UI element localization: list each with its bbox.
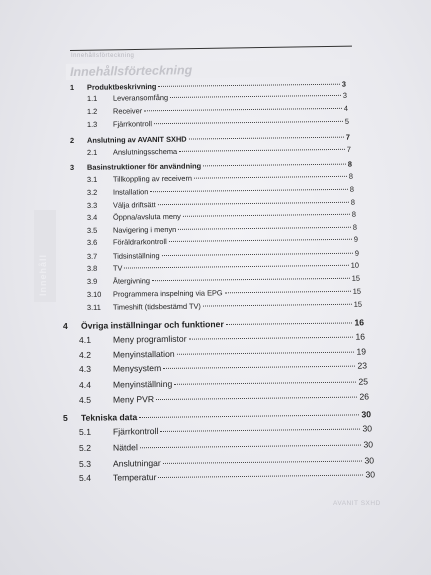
toc-row xyxy=(79,332,365,347)
toc-row xyxy=(79,423,372,439)
toc-page-number: 30 xyxy=(361,409,372,420)
toc-leader-dots xyxy=(194,176,347,179)
toc-title: Meny PVR xyxy=(112,394,155,405)
toc-title: Tekniska data xyxy=(80,412,138,423)
toc-page-number: 16 xyxy=(355,331,366,342)
toc-title: Temperatur xyxy=(112,472,157,483)
toc-number: 2 xyxy=(69,135,75,145)
toc-number: 4.3 xyxy=(78,363,92,374)
toc-page-number: 4 xyxy=(343,103,349,113)
toc-title: Menysystem xyxy=(112,362,162,374)
toc-number: 1 xyxy=(69,82,75,92)
toc-title: Föräldrarkontroll xyxy=(112,237,167,247)
toc-title: Nätdel xyxy=(112,442,138,453)
toc-title: Tillkoppling av receivern xyxy=(112,173,193,184)
toc-leader-dots xyxy=(152,278,350,281)
toc-title: Återgivning xyxy=(112,276,151,286)
toc-leader-dots xyxy=(139,414,359,418)
toc-page-number: 8 xyxy=(347,159,353,169)
toc-row xyxy=(63,317,364,333)
toc-title: Meny programlistor xyxy=(112,333,187,345)
footer-label: AVANIT SXHD xyxy=(333,500,381,507)
toc-row xyxy=(79,360,367,376)
toc-title: Anslutningar xyxy=(112,458,161,469)
toc-leader-dots xyxy=(189,137,344,140)
toc-page-number: 15 xyxy=(351,273,361,283)
toc-row xyxy=(87,145,351,160)
toc-page-number: 23 xyxy=(357,360,368,371)
toc-number: 5.2 xyxy=(78,442,92,453)
toc-leader-dots xyxy=(178,227,351,230)
toc-number: 3.6 xyxy=(86,237,98,247)
toc-title: Navigering i menyn xyxy=(112,224,177,235)
toc-number: 1.1 xyxy=(86,93,98,103)
toc-number: 3.3 xyxy=(86,200,98,210)
toc-page-number: 15 xyxy=(352,286,362,296)
toc-row xyxy=(79,391,369,407)
toc-leader-dots xyxy=(189,337,354,340)
side-tab-label: Innehåll xyxy=(38,253,48,296)
toc-number: 5.4 xyxy=(78,472,92,483)
toc-number: 3.8 xyxy=(86,263,98,273)
toc-number: 1.3 xyxy=(86,119,98,129)
toc-title: Tidsinställning xyxy=(112,251,160,261)
toc-page-number: 7 xyxy=(346,144,352,154)
toc-title: Produktbeskrivning xyxy=(86,81,157,92)
toc-leader-dots xyxy=(163,366,355,369)
toc-number: 3.7 xyxy=(86,251,98,261)
toc-number: 4 xyxy=(62,320,68,331)
toc-page-number: 5 xyxy=(344,116,350,126)
toc-page-number: 16 xyxy=(354,317,365,328)
toc-title: Programmera inspelning via EPG xyxy=(112,288,223,299)
toc-number: 4.2 xyxy=(78,349,92,360)
toc-title: Leveransomfång xyxy=(112,93,169,103)
toc-leader-dots xyxy=(158,84,339,87)
toc-title: Timeshift (tidsbestämd TV) xyxy=(112,301,201,312)
toc-number: 4.1 xyxy=(78,334,92,345)
toc-page-number: 7 xyxy=(345,132,351,142)
toc-leader-dots xyxy=(179,149,345,152)
toc-title: Övriga inställningar och funktioner xyxy=(80,319,224,331)
toc-page-number: 3 xyxy=(341,79,347,89)
toc-number: 3 xyxy=(69,162,75,172)
toc-row xyxy=(79,346,366,362)
toc-page-number: 8 xyxy=(349,184,355,194)
header-rule xyxy=(70,46,352,51)
toc-leader-dots xyxy=(160,429,360,432)
toc-row xyxy=(63,409,371,425)
toc-number: 1.2 xyxy=(86,106,98,116)
toc-number: 3.2 xyxy=(86,187,98,197)
toc-title: Välja driftsätt xyxy=(112,200,156,210)
toc-leader-dots xyxy=(174,382,356,385)
toc-title: Receiver xyxy=(112,106,143,116)
toc-title: Fjärrkontroll xyxy=(112,426,159,437)
toc-page-number: 26 xyxy=(359,391,370,402)
running-header: Innehållsförteckning xyxy=(71,53,135,59)
toc-number: 4.4 xyxy=(78,379,92,390)
toc-number: 5 xyxy=(62,412,68,423)
toc-row xyxy=(87,300,362,315)
toc-row xyxy=(87,235,358,250)
toc-title: Fjärrkontroll xyxy=(112,119,153,129)
toc-number: 3.1 xyxy=(86,174,98,184)
toc-page-number: 3 xyxy=(342,90,348,100)
toc-page-number: 30 xyxy=(365,469,376,480)
toc-title: Öppna/avsluta meny xyxy=(112,211,181,222)
toc-page-number: 8 xyxy=(348,171,354,181)
toc-leader-dots xyxy=(177,352,355,355)
toc-leader-dots xyxy=(150,189,348,192)
toc-title: TV xyxy=(112,263,123,273)
toc-number: 3.11 xyxy=(86,302,101,312)
toc-page-number: 8 xyxy=(352,222,358,232)
toc-leader-dots xyxy=(158,202,349,205)
toc-leader-dots xyxy=(163,461,363,464)
toc-leader-dots xyxy=(162,253,353,256)
toc-title: Menyinstallation xyxy=(112,348,175,360)
toc-row xyxy=(79,439,373,455)
toc-title: Anslutning av AVANIT SXHD xyxy=(86,134,187,145)
toc-leader-dots xyxy=(154,121,343,124)
toc-leader-dots xyxy=(226,322,353,325)
toc-row xyxy=(87,117,349,132)
toc-leader-dots xyxy=(203,164,346,167)
toc-page-number: 9 xyxy=(353,234,359,244)
toc-page-number: 8 xyxy=(350,197,356,207)
toc-leader-dots xyxy=(140,445,362,449)
toc-number: 5.1 xyxy=(78,426,92,437)
toc-page-number: 19 xyxy=(356,346,367,357)
toc-row xyxy=(79,455,374,471)
toc-number: 3.5 xyxy=(86,225,98,235)
toc-page-number: 15 xyxy=(353,299,363,309)
toc-number: 3.10 xyxy=(86,289,102,299)
toc-page-number: 30 xyxy=(363,439,374,450)
toc-leader-dots xyxy=(158,475,363,479)
toc-title: Anslutningsschema xyxy=(112,146,178,157)
toc-leader-dots xyxy=(183,214,350,217)
toc-row xyxy=(79,469,375,485)
toc-number: 3.9 xyxy=(86,276,98,286)
toc-row xyxy=(79,376,368,392)
toc-leader-dots xyxy=(225,291,351,294)
toc-page-number: 8 xyxy=(351,209,357,219)
toc-leader-dots xyxy=(203,304,352,307)
toc-page-number: 9 xyxy=(354,248,360,258)
toc-leader-dots xyxy=(170,95,341,98)
toc-page-number: 30 xyxy=(362,423,373,434)
toc-page-number: 30 xyxy=(364,455,375,466)
page-title: Innehållsförteckning xyxy=(69,63,193,79)
toc-title: Basinstruktioner för användning xyxy=(86,161,202,172)
toc-number: 5.3 xyxy=(78,458,92,469)
toc-number: 3.4 xyxy=(86,212,98,222)
toc-number: 4.5 xyxy=(78,394,92,405)
toc-number: 2.1 xyxy=(86,147,98,157)
toc-leader-dots xyxy=(124,265,348,269)
toc-leader-dots xyxy=(169,239,352,242)
toc-leader-dots xyxy=(156,397,357,400)
toc-page-number: 10 xyxy=(350,260,360,270)
toc-title: Menyinställning xyxy=(112,378,173,390)
toc-leader-dots xyxy=(144,108,342,111)
toc-page-number: 25 xyxy=(358,376,369,387)
toc-title: Installation xyxy=(112,187,149,197)
